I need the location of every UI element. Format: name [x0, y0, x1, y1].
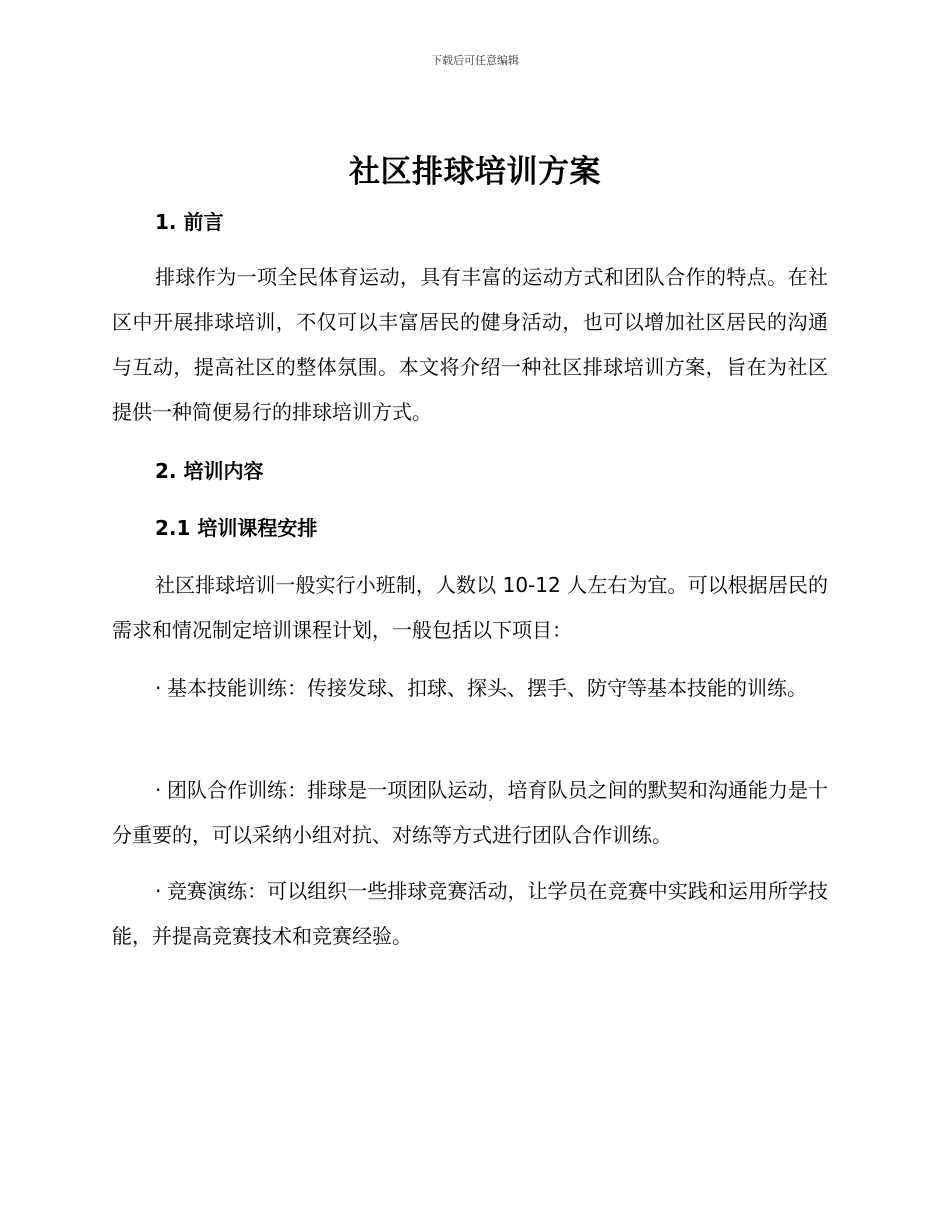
- bullet-text-basic-skills: 基本技能训练：传接发球、扣球、探头、摆手、防守等基本技能的训练。: [167, 676, 807, 700]
- header-note: 下载后可任意编辑: [431, 54, 519, 67]
- bullet-text-teamwork: 团队合作训练：排球是一项团队运动，培育队员之间的默契和沟通能力是十分重要的，可以采纳小组对抗、对练等方式进行团队合作训练。: [112, 778, 828, 847]
- section-heading-training-content: 2. 培训内容: [155, 459, 264, 483]
- section-heading-preface: 1. 前言: [155, 210, 224, 234]
- bullet-text-competition: 竞赛演练：可以组织一些排球竞赛活动，让学员在竞赛中实践和运用所学技能，并提高竞赛技术和竞赛经验。: [112, 879, 828, 948]
- bullet-item: [112, 666, 828, 711]
- subsection-heading-course-schedule: 2.1 培训课程安排: [155, 516, 318, 540]
- bullet-dot-icon: ·: [155, 879, 162, 903]
- document-title: 社区排球培训方案: [349, 154, 601, 190]
- bullet-item: [112, 768, 828, 858]
- course-schedule-paragraph: 社区排球培训一般实行小班制，人数以 10-12 人左右为宜。可以根据居民的需求和情况制定培训课程计划，一般包括以下项目：: [112, 573, 828, 642]
- preface-paragraph: 排球作为一项全民体育运动，具有丰富的运动方式和团队合作的特点。在社区中开展排球培训，不仅可以丰富居民的健身活动，也可以增加社区居民的沟通与互动，提高社区的整体氛围。本文将介绍一种社区排球培训方案，旨在为社区提供一种简便易行的排球培训方式。: [112, 265, 828, 424]
- bullet-item: [112, 869, 828, 959]
- bullet-dot-icon: ·: [155, 676, 162, 700]
- bullet-dot-icon: ·: [155, 778, 162, 802]
